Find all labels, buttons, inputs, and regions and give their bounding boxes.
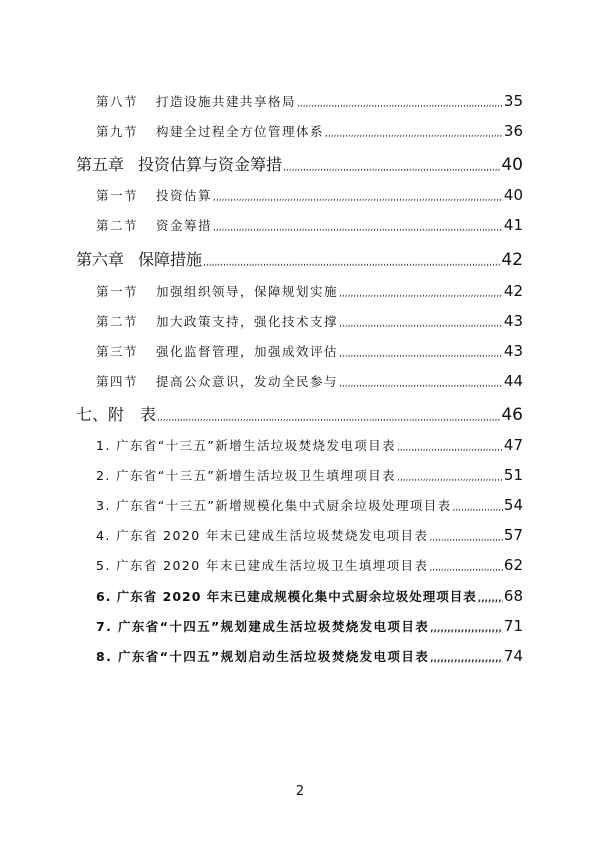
dot-leader: [478, 589, 503, 604]
toc-entry[interactable]: 第二节 加大政策支持，强化技术支撑 ,,,,,,,,,,,,,,,,,,,,,,,,,,,,,,,,,,,,,,,,,,,,,,,,,,,,,,,,,,,,,,,,,,,,,,,,,,,,,,,,,,,,,,,,,,,,,,,,,,,,,,,,,,,,,,,,,,,,,,,, 43: [96, 312, 523, 330]
appendix-item[interactable]: [96, 617, 523, 635]
appendix-item[interactable]: [96, 466, 523, 484]
page-ref: 41: [503, 216, 523, 234]
appendix-item[interactable]: [96, 556, 523, 574]
page-ref: 35: [503, 92, 523, 110]
dot-leader: [429, 528, 503, 543]
dot-leader: [283, 155, 500, 174]
dot-leader: [297, 94, 503, 109]
appendix-item[interactable]: [96, 526, 523, 544]
chapter-title: 投资估算与资金筹措: [138, 155, 283, 174]
appendix-item[interactable]: [96, 587, 523, 605]
entry-title: 2. 广东省“十三五”新增生活垃圾卫生填埋项目表: [96, 468, 396, 483]
dot-leader: [325, 124, 503, 139]
entry-title: 1. 广东省“十三五”新增生活垃圾焚烧发电项目表: [96, 438, 396, 453]
dot-leader: [213, 218, 503, 233]
entry-title: 6. 广东省 2020 年末已建成规模化集中式厨余垃圾处理项目表: [96, 589, 477, 604]
page-ref: 36: [503, 122, 523, 140]
page-ref: 51: [503, 466, 523, 484]
page-ref: 42: [501, 250, 523, 270]
dot-leader: [203, 250, 500, 269]
dot-leader: [157, 405, 500, 424]
dot-leader: [339, 314, 503, 329]
page-ref: 40: [501, 155, 523, 175]
appendix-item[interactable]: [96, 647, 523, 665]
entry-title: 构建全过程全方位管理体系: [156, 124, 325, 139]
toc-entry[interactable]: 第三节 强化监督管理，加强成效评估 ,,,,,,,,,,,,,,,,,,,,,,,,,,,,,,,,,,,,,,,,,,,,,,,,,,,,,,,,,,,,,,,,,,,,,,,,,,,,,,,,,,,,,,,,,,,,,,,,,,,,,,,,,,,,,,,,,,,,,,,, 43: [96, 342, 523, 360]
page-ref: 40: [503, 186, 523, 204]
dot-leader: [339, 284, 503, 299]
page-ref: 46: [501, 405, 523, 425]
toc-chapter[interactable]: 第五章 投资估算与资金筹措 ,,,,,,,,,,,,,,,,,,,,,,,,,,,,,,,,,,,,,,,,,,,,,,,,,,,,,,,,,,,,,,,,,,,,,,,,,,,,,,,,,,,,,,,,,,,,,,,,,,,,,,,,,,,,,,,,,,,,,,,, 40: [76, 152, 523, 175]
entry-title: 3. 广东省“十三五”新增规模化集中式厨余垃圾处理项目表: [96, 498, 452, 513]
toc-entry[interactable]: 第四节 提高公众意识，发动全民参与 ,,,,,,,,,,,,,,,,,,,,,,,,,,,,,,,,,,,,,,,,,,,,,,,,,,,,,,,,,,,,,,,,,,,,,,,,,,,,,,,,,,,,,,,,,,,,,,,,,,,,,,,,,,,,,,,,,,,,,,,, 44: [96, 372, 523, 390]
appendix-title: 七、附 表: [76, 405, 157, 424]
page-number: 2: [295, 784, 305, 799]
dot-leader: [339, 344, 503, 359]
toc-entry[interactable]: 第八节 打造设施共建共享格局 ,,,,,,,,,,,,,,,,,,,,,,,,,,,,,,,,,,,,,,,,,,,,,,,,,,,,,,,,,,,,,,,,,,,,,,,,,,,,,,,,,,,,,,,,,,,,,,,,,,,,,,,,,,,,,,,,,,,,,,,, 35: [96, 92, 523, 110]
entry-title: 强化监督管理，加强成效评估: [156, 344, 339, 359]
entry-title: 打造设施共建共享格局: [156, 94, 297, 109]
chapter-title: 保障措施: [138, 250, 203, 269]
page-ref: 62: [503, 556, 523, 574]
page-ref: 44: [503, 372, 523, 390]
entry-title: 5. 广东省 2020 年末已建成生活垃圾卫生填埋项目表: [96, 558, 429, 573]
page-ref: 54: [503, 496, 523, 514]
toc-entry[interactable]: 第一节 投资估算 ,,,,,,,,,,,,,,,,,,,,,,,,,,,,,,,,,,,,,,,,,,,,,,,,,,,,,,,,,,,,,,,,,,,,,,,,,,,,,,,,,,,,,,,,,,,,,,,,,,,,,,,,,,,,,,,,,,,,,,,, 40: [96, 186, 523, 204]
dot-leader: [397, 438, 503, 453]
dot-leader: [430, 649, 503, 664]
page-ref: 47: [503, 436, 523, 454]
dot-leader: [429, 558, 503, 573]
entry-title: 投资估算: [156, 188, 213, 203]
page-ref: 71: [503, 617, 523, 635]
page-ref: 68: [503, 587, 523, 605]
dot-leader: [430, 619, 503, 634]
page-ref: 43: [503, 312, 523, 330]
dot-leader: [397, 468, 503, 483]
page-ref: 42: [503, 282, 523, 300]
page-ref: 43: [503, 342, 523, 360]
appendix-item[interactable]: [96, 436, 523, 454]
toc-entry[interactable]: 第一节 加强组织领导，保障规划实施 ,,,,,,,,,,,,,,,,,,,,,,,,,,,,,,,,,,,,,,,,,,,,,,,,,,,,,,,,,,,,,,,,,,,,,,,,,,,,,,,,,,,,,,,,,,,,,,,,,,,,,,,,,,,,,,,,,,,,,,,, 42: [96, 282, 523, 300]
entry-title: 加大政策支持，强化技术支撑: [156, 314, 339, 329]
page-ref: 74: [503, 647, 523, 665]
toc-appendix[interactable]: [76, 402, 523, 425]
toc-entry[interactable]: 第九节 构建全过程全方位管理体系 ,,,,,,,,,,,,,,,,,,,,,,,,,,,,,,,,,,,,,,,,,,,,,,,,,,,,,,,,,,,,,,,,,,,,,,,,,,,,,,,,,,,,,,,,,,,,,,,,,,,,,,,,,,,,,,,,,,,,,,,, 36: [96, 122, 523, 140]
toc-entry[interactable]: 第二节 资金筹措 ,,,,,,,,,,,,,,,,,,,,,,,,,,,,,,,,,,,,,,,,,,,,,,,,,,,,,,,,,,,,,,,,,,,,,,,,,,,,,,,,,,,,,,,,,,,,,,,,,,,,,,,,,,,,,,,,,,,,,,,, 41: [96, 216, 523, 234]
entry-title: 加强组织领导，保障规划实施: [156, 284, 339, 299]
dot-leader: [339, 374, 503, 389]
dot-leader: [213, 188, 503, 203]
entry-title: 8. 广东省“十四五”规划启动生活垃圾焚烧发电项目表: [96, 649, 430, 664]
appendix-item[interactable]: [96, 496, 523, 514]
dot-leader: [453, 498, 503, 513]
entry-title: 4. 广东省 2020 年末已建成生活垃圾焚烧发电项目表: [96, 528, 429, 543]
page-ref: 57: [503, 526, 523, 544]
entry-title: 资金筹措: [156, 218, 213, 233]
entry-title: 7. 广东省“十四五”规划建成生活垃圾焚烧发电项目表: [96, 619, 430, 634]
entry-title: 提高公众意识，发动全民参与: [156, 374, 339, 389]
toc-chapter[interactable]: 第六章 保障措施 ,,,,,,,,,,,,,,,,,,,,,,,,,,,,,,,,,,,,,,,,,,,,,,,,,,,,,,,,,,,,,,,,,,,,,,,,,,,,,,,,,,,,,,,,,,,,,,,,,,,,,,,,,,,,,,,,,,,,,,,, 42: [76, 247, 523, 270]
